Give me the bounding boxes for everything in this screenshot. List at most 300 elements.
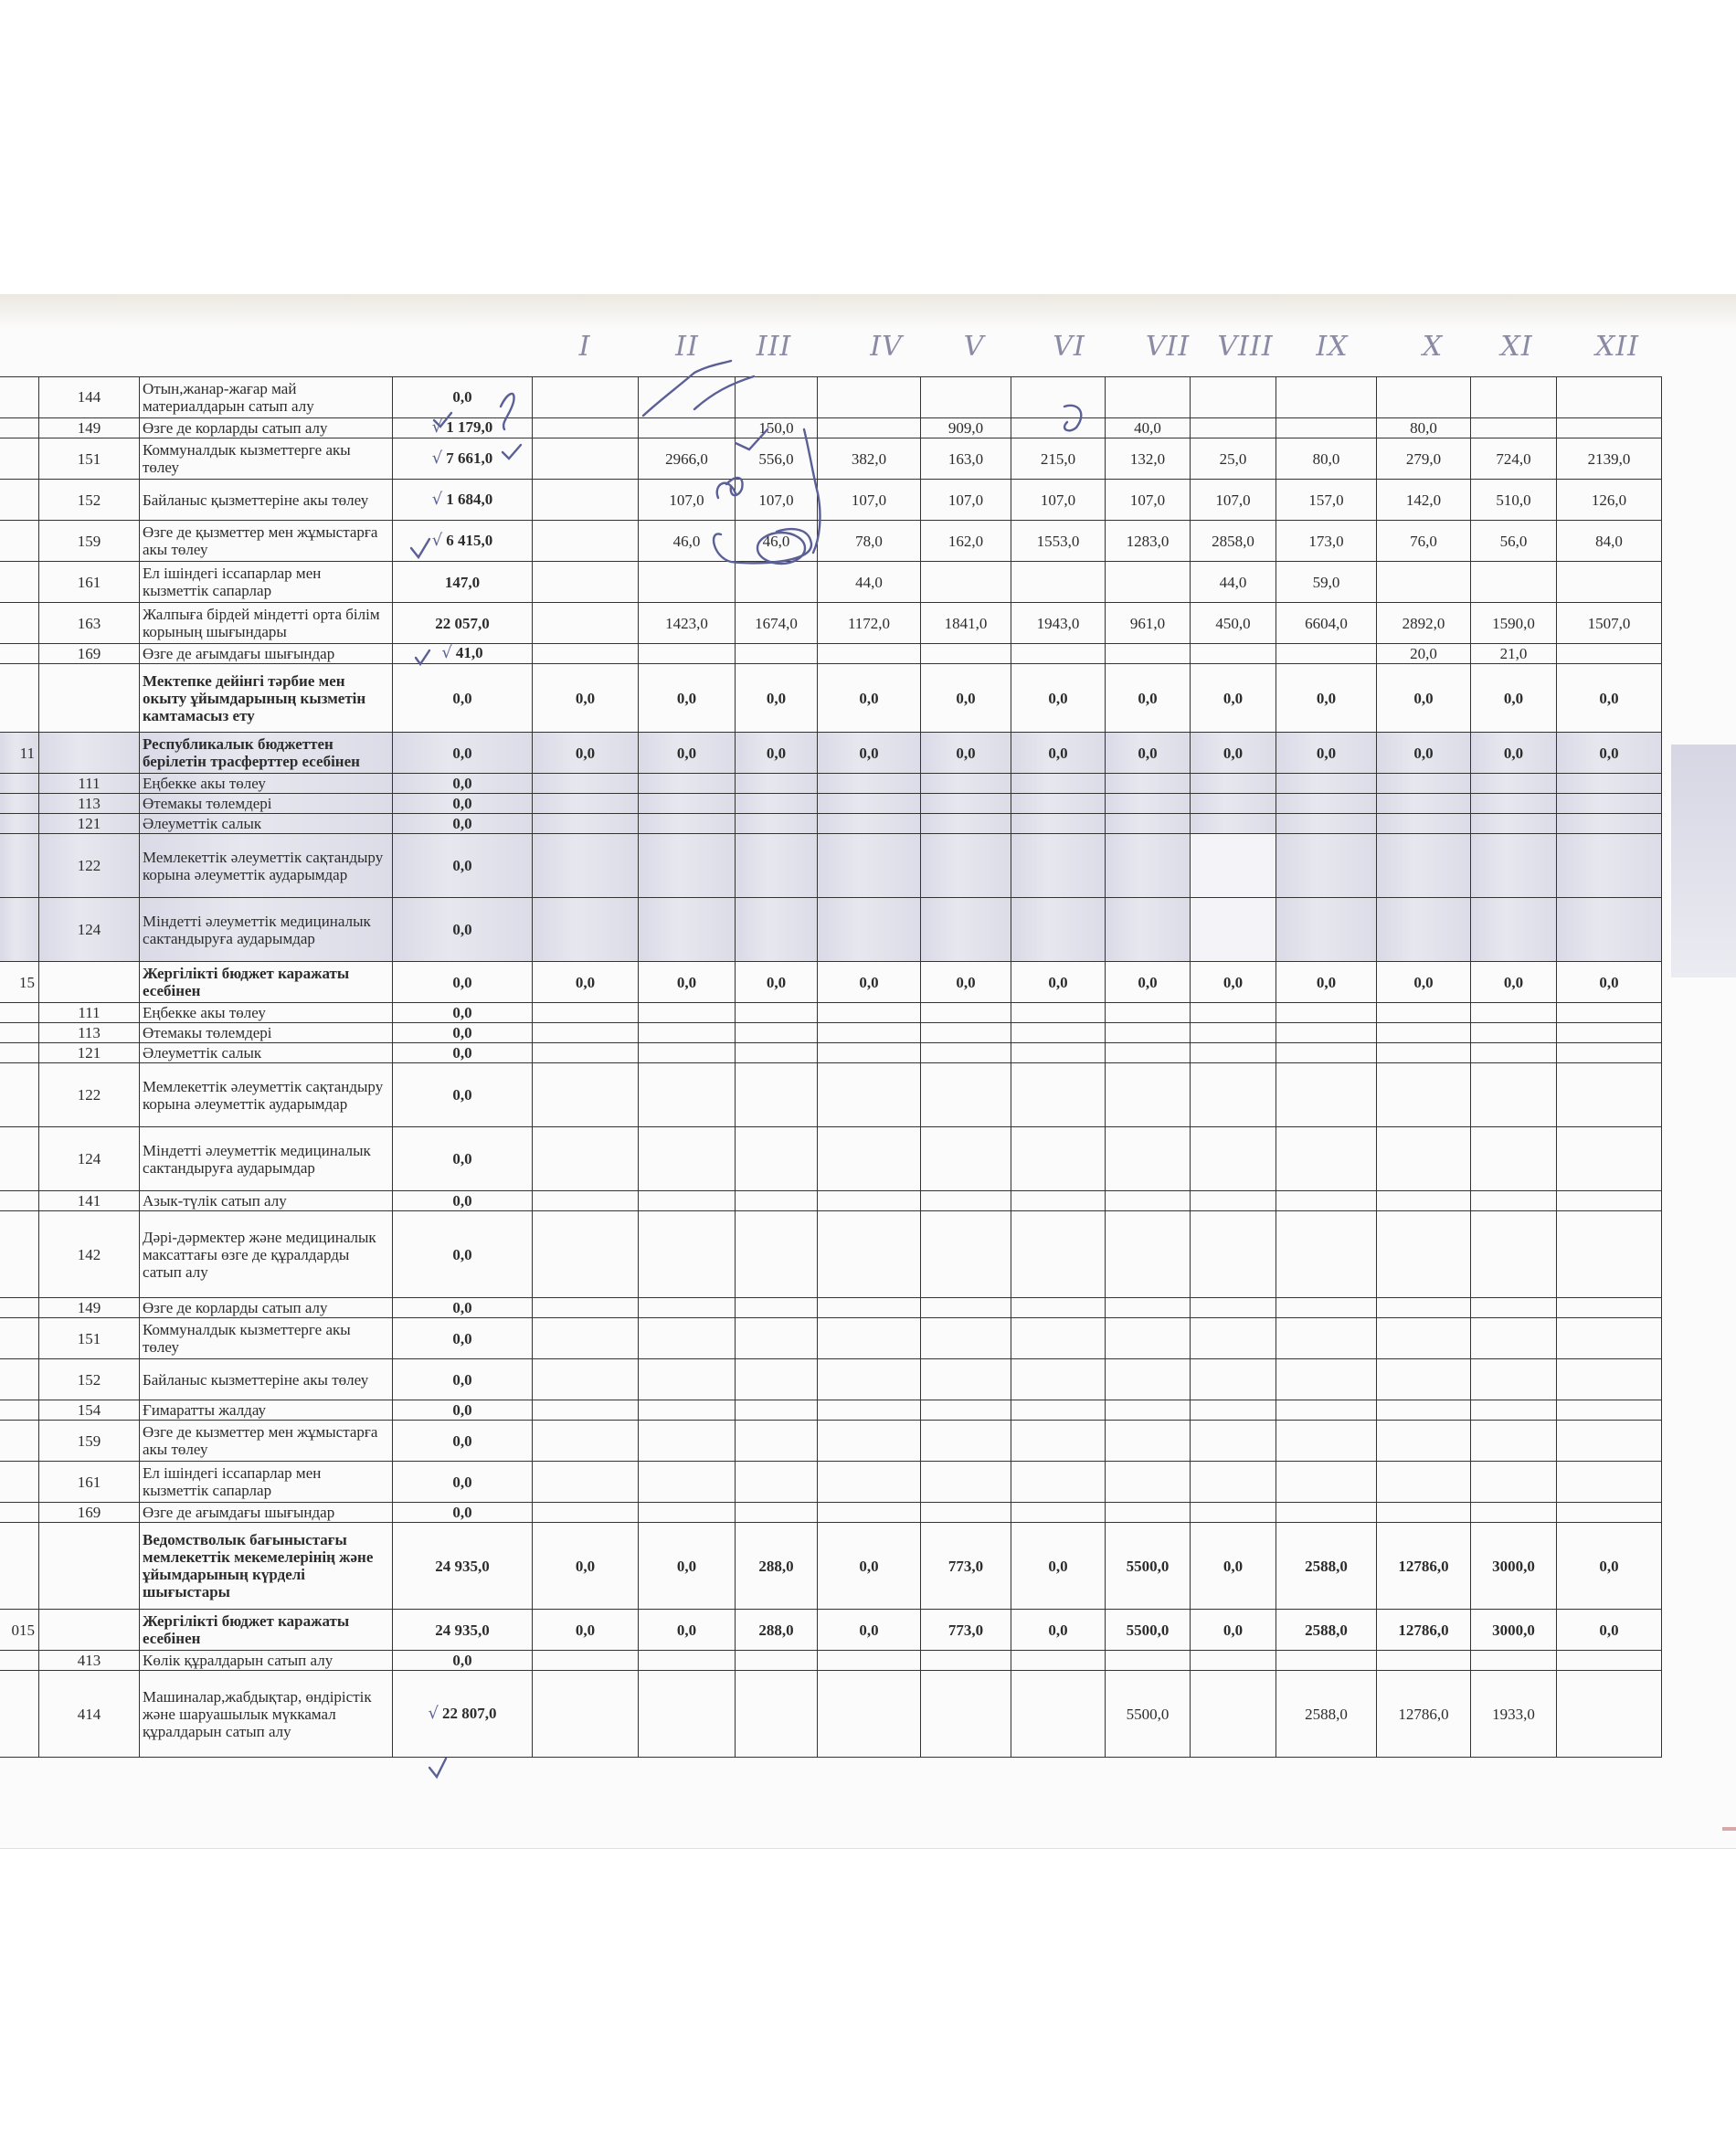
program-code-cell: [0, 1651, 39, 1671]
month-cell-11: [1471, 1421, 1557, 1462]
program-code-cell: [0, 521, 39, 562]
month-cell-12: [1557, 377, 1662, 418]
month-cell-9: [1276, 1211, 1377, 1298]
month-cell-11: 56,0: [1471, 521, 1557, 562]
month-cell-2: 0,0: [639, 733, 736, 774]
item-name-cell: Өзге де корларды сатып алу: [140, 418, 393, 438]
month-cell-9: [1276, 644, 1377, 664]
item-name-cell: Байланыс қызметтеріне акы төлеу: [140, 480, 393, 521]
month-cell-2: [639, 1359, 736, 1400]
month-cell-7: [1106, 1191, 1191, 1211]
month-cell-12: 1507,0: [1557, 603, 1662, 644]
month-cell-6: [1011, 644, 1106, 664]
month-cell-7: [1106, 1003, 1191, 1023]
month-cell-10: [1377, 794, 1471, 814]
month-cell-9: [1276, 1359, 1377, 1400]
month-cell-9: 2588,0: [1276, 1671, 1377, 1758]
check-mark-icon: √: [431, 417, 443, 438]
month-cell-2: 0,0: [639, 1523, 736, 1610]
table-row: [0, 1003, 1662, 1023]
item-name-cell: Еңбекке акы төлеу: [140, 1003, 393, 1023]
month-header-5: V: [963, 331, 985, 363]
item-name-cell: Жергілікті бюджет каражаты есебінен: [140, 962, 393, 1003]
annual-total-cell: √ 1 179,0: [393, 418, 533, 438]
month-cell-12: [1557, 1127, 1662, 1191]
month-cell-5: [921, 814, 1011, 834]
month-cell-2: [639, 562, 736, 603]
month-cell-9: [1276, 1400, 1377, 1421]
month-cell-11: 724,0: [1471, 438, 1557, 480]
month-cell-4: [818, 898, 921, 962]
month-cell-6: [1011, 898, 1106, 962]
month-cell-7: 0,0: [1106, 733, 1191, 774]
gray-band: [1671, 745, 1736, 977]
month-cell-6: 107,0: [1011, 480, 1106, 521]
month-cell-2: 1423,0: [639, 603, 736, 644]
month-cell-7: [1106, 644, 1191, 664]
month-cell-10: 12786,0: [1377, 1610, 1471, 1651]
annual-total-cell: 147,0: [393, 562, 533, 603]
month-cell-4: 107,0: [818, 480, 921, 521]
month-cell-7: [1106, 1462, 1191, 1503]
annual-total-cell: 24 935,0: [393, 1523, 533, 1610]
table-row: [0, 1191, 1662, 1211]
month-cell-6: [1011, 1671, 1106, 1758]
month-cell-4: [818, 794, 921, 814]
month-cell-8: [1191, 774, 1276, 794]
month-cell-4: [818, 1671, 921, 1758]
month-cell-3: [736, 1359, 818, 1400]
month-cell-3: [736, 1211, 818, 1298]
table-row: [0, 1127, 1662, 1191]
month-cell-7: [1106, 1318, 1191, 1359]
month-cell-11: [1471, 1003, 1557, 1023]
program-code-cell: [0, 1318, 39, 1359]
month-cell-10: [1377, 1359, 1471, 1400]
month-cell-1: [533, 1651, 639, 1671]
item-name-cell: Өзге де қызметтер мен жұмыстарға акы төлеу: [140, 521, 393, 562]
month-cell-10: 142,0: [1377, 480, 1471, 521]
program-code-cell: 11: [0, 733, 39, 774]
month-cell-5: [921, 898, 1011, 962]
month-cell-8: 44,0: [1191, 562, 1276, 603]
item-name-cell: Өзге де кызметтер мен жұмыстарға акы төлеу: [140, 1421, 393, 1462]
month-cell-9: [1276, 1318, 1377, 1359]
table-row: [0, 1503, 1662, 1523]
specifics-code-cell: 151: [39, 438, 140, 480]
month-cell-8: [1191, 644, 1276, 664]
month-cell-3: [736, 1651, 818, 1671]
month-cell-10: [1377, 1421, 1471, 1462]
annual-total-cell: 0,0: [393, 1191, 533, 1211]
month-cell-1: [533, 1359, 639, 1400]
month-cell-7: 107,0: [1106, 480, 1191, 521]
month-cell-2: [639, 1503, 736, 1523]
item-name-cell: Өзге де ағымдағы шығындар: [140, 644, 393, 664]
table-row: [0, 1063, 1662, 1127]
annual-total-cell: √ 41,0: [393, 644, 533, 664]
month-cell-5: [921, 1318, 1011, 1359]
month-cell-3: [736, 794, 818, 814]
table-row: [0, 814, 1662, 834]
month-cell-8: 0,0: [1191, 664, 1276, 733]
month-cell-1: [533, 1298, 639, 1318]
month-cell-10: [1377, 1462, 1471, 1503]
month-cell-5: [921, 1063, 1011, 1127]
month-cell-7: [1106, 562, 1191, 603]
month-cell-1: [533, 794, 639, 814]
item-name-cell: Отын,жанар-жағар май материалдарын сатып алу: [140, 377, 393, 418]
month-cell-1: [533, 1023, 639, 1043]
month-cell-1: [533, 1043, 639, 1063]
month-cell-1: [533, 1318, 639, 1359]
month-cell-8: [1191, 1359, 1276, 1400]
month-cell-9: [1276, 834, 1377, 898]
table-row: [0, 1043, 1662, 1063]
month-cell-10: [1377, 1127, 1471, 1191]
month-cell-10: [1377, 377, 1471, 418]
month-cell-10: 20,0: [1377, 644, 1471, 664]
month-cell-5: [921, 1671, 1011, 1758]
month-cell-9: 2588,0: [1276, 1610, 1377, 1651]
month-cell-7: 5500,0: [1106, 1523, 1191, 1610]
month-cell-10: 279,0: [1377, 438, 1471, 480]
annual-total-cell: 0,0: [393, 1400, 533, 1421]
annual-total-cell: 0,0: [393, 1063, 533, 1127]
check-mark-icon: √: [431, 448, 443, 468]
item-name-cell: Жалпыға бірдей міндетті орта білім корының шығындары: [140, 603, 393, 644]
month-cell-1: [533, 438, 639, 480]
month-cell-12: [1557, 1651, 1662, 1671]
month-cell-6: [1011, 814, 1106, 834]
annual-total-cell: 0,0: [393, 1359, 533, 1400]
specifics-code-cell: 113: [39, 1023, 140, 1043]
month-cell-12: 126,0: [1557, 480, 1662, 521]
month-cell-1: 0,0: [533, 664, 639, 733]
month-cell-12: [1557, 1359, 1662, 1400]
month-cell-8: [1191, 377, 1276, 418]
month-cell-4: 0,0: [818, 664, 921, 733]
program-code-cell: [0, 1671, 39, 1758]
table-row: [0, 603, 1662, 644]
month-cell-12: [1557, 834, 1662, 898]
month-cell-7: 0,0: [1106, 664, 1191, 733]
edge-mark: [1722, 1827, 1736, 1831]
month-cell-7: 961,0: [1106, 603, 1191, 644]
month-cell-9: [1276, 377, 1377, 418]
month-cell-6: [1011, 1298, 1106, 1318]
month-cell-3: [736, 644, 818, 664]
month-cell-11: [1471, 562, 1557, 603]
month-cell-11: [1471, 794, 1557, 814]
month-cell-4: [818, 1421, 921, 1462]
budget-table: [0, 376, 1662, 1758]
program-code-cell: [0, 664, 39, 733]
specifics-code-cell: 121: [39, 1043, 140, 1063]
month-cell-4: [818, 1043, 921, 1063]
item-name-cell: Азык-түлік сатып алу: [140, 1191, 393, 1211]
month-cell-9: 2588,0: [1276, 1523, 1377, 1610]
month-cell-2: [639, 898, 736, 962]
month-cell-8: 0,0: [1191, 1523, 1276, 1610]
month-cell-3: [736, 1462, 818, 1503]
month-cell-8: [1191, 1503, 1276, 1523]
program-code-cell: [0, 1421, 39, 1462]
month-cell-5: [921, 1298, 1011, 1318]
month-cell-1: [533, 1503, 639, 1523]
annual-total-cell: 0,0: [393, 962, 533, 1003]
month-cell-4: [818, 644, 921, 664]
month-cell-11: [1471, 774, 1557, 794]
month-cell-4: [818, 418, 921, 438]
month-cell-8: [1191, 1421, 1276, 1462]
month-cell-11: 1590,0: [1471, 603, 1557, 644]
month-cell-2: [639, 774, 736, 794]
program-code-cell: [0, 1063, 39, 1127]
month-cell-10: [1377, 814, 1471, 834]
month-cell-3: 288,0: [736, 1523, 818, 1610]
month-cell-8: [1191, 814, 1276, 834]
month-cell-10: [1377, 1211, 1471, 1298]
sheet-shadow: [0, 294, 1736, 329]
month-cell-5: 773,0: [921, 1523, 1011, 1610]
table-row: [0, 1523, 1662, 1610]
month-cell-9: 173,0: [1276, 521, 1377, 562]
month-cell-6: [1011, 1421, 1106, 1462]
month-cell-12: [1557, 1043, 1662, 1063]
month-cell-4: [818, 1359, 921, 1400]
month-cell-2: [639, 1671, 736, 1758]
month-cell-8: [1191, 1063, 1276, 1127]
month-cell-1: [533, 1127, 639, 1191]
program-code-cell: [0, 603, 39, 644]
item-name-cell: Өзге де ағымдағы шығындар: [140, 1503, 393, 1523]
month-cell-12: [1557, 644, 1662, 664]
month-cell-4: 0,0: [818, 1523, 921, 1610]
specifics-code-cell: 163: [39, 603, 140, 644]
month-cell-2: 0,0: [639, 962, 736, 1003]
month-cell-4: [818, 1211, 921, 1298]
table-row: [0, 1651, 1662, 1671]
specifics-code-cell: 111: [39, 1003, 140, 1023]
annual-total-cell: 0,0: [393, 1462, 533, 1503]
month-cell-12: [1557, 1318, 1662, 1359]
month-cell-6: [1011, 1043, 1106, 1063]
month-cell-5: [921, 1127, 1011, 1191]
month-cell-4: [818, 1462, 921, 1503]
item-name-cell: Республикалык бюджеттен берілетін трасферттер есебінен: [140, 733, 393, 774]
table-row: [0, 1671, 1662, 1758]
month-cell-9: 0,0: [1276, 733, 1377, 774]
program-code-cell: [0, 418, 39, 438]
month-cell-3: [736, 1003, 818, 1023]
month-cell-2: [639, 1023, 736, 1043]
month-cell-9: 157,0: [1276, 480, 1377, 521]
month-cell-2: [639, 644, 736, 664]
month-cell-2: [639, 1298, 736, 1318]
month-cell-1: [533, 603, 639, 644]
month-header-10: X: [1422, 331, 1444, 363]
program-code-cell: [0, 1211, 39, 1298]
month-cell-7: [1106, 1298, 1191, 1318]
month-header-1: I: [578, 331, 591, 363]
month-cell-7: 1283,0: [1106, 521, 1191, 562]
month-cell-9: [1276, 898, 1377, 962]
month-cell-6: [1011, 834, 1106, 898]
month-cell-6: [1011, 1400, 1106, 1421]
month-cell-4: 1172,0: [818, 603, 921, 644]
month-cell-10: 12786,0: [1377, 1671, 1471, 1758]
table-row: [0, 1359, 1662, 1400]
specifics-code-cell: 149: [39, 1298, 140, 1318]
month-cell-3: 0,0: [736, 664, 818, 733]
month-cell-10: 12786,0: [1377, 1523, 1471, 1610]
month-cell-7: [1106, 1503, 1191, 1523]
month-cell-4: [818, 1298, 921, 1318]
month-cell-11: [1471, 1462, 1557, 1503]
month-cell-7: [1106, 1651, 1191, 1671]
specifics-code-cell: 122: [39, 834, 140, 898]
month-cell-10: [1377, 1003, 1471, 1023]
month-cell-3: [736, 1043, 818, 1063]
item-name-cell: Машиналар,жабдықтар, өндірістік және шаруашылык мүккамал құралдарын сатып алу: [140, 1671, 393, 1758]
month-cell-7: [1106, 898, 1191, 962]
specifics-code-cell: 161: [39, 562, 140, 603]
month-cell-3: [736, 1191, 818, 1211]
month-cell-12: [1557, 774, 1662, 794]
table-row: [0, 962, 1662, 1003]
month-cell-1: [533, 377, 639, 418]
specifics-code-cell: 113: [39, 794, 140, 814]
month-cell-8: [1191, 1043, 1276, 1063]
specifics-code-cell: 169: [39, 644, 140, 664]
month-cell-6: [1011, 1318, 1106, 1359]
month-cell-11: [1471, 1298, 1557, 1318]
specifics-code-cell: 159: [39, 521, 140, 562]
annual-total-cell: 0,0: [393, 1318, 533, 1359]
month-cell-1: [533, 1211, 639, 1298]
specifics-code-cell: 161: [39, 1462, 140, 1503]
check-mark-icon: √: [431, 530, 443, 550]
month-cell-4: [818, 1023, 921, 1043]
specifics-code-cell: [39, 664, 140, 733]
table-row: [0, 562, 1662, 603]
month-cell-9: [1276, 1127, 1377, 1191]
specifics-code-cell: 152: [39, 1359, 140, 1400]
annual-total-cell: 22 057,0: [393, 603, 533, 644]
month-cell-1: [533, 1191, 639, 1211]
month-cell-10: [1377, 1651, 1471, 1671]
specifics-code-cell: 142: [39, 1211, 140, 1298]
month-cell-1: [533, 814, 639, 834]
item-name-cell: Ведомстволык бағыныстағы мемлекеттік мекемелерінің және ұйымдарының күрделі шығыстары: [140, 1523, 393, 1610]
specifics-code-cell: [39, 962, 140, 1003]
item-name-cell: Коммуналдык кызметтерге акы төлеу: [140, 1318, 393, 1359]
annual-total-cell: 0,0: [393, 1127, 533, 1191]
month-cell-5: [921, 1651, 1011, 1671]
table-row: [0, 774, 1662, 794]
month-cell-11: 1933,0: [1471, 1671, 1557, 1758]
program-code-cell: [0, 1003, 39, 1023]
month-cell-2: 46,0: [639, 521, 736, 562]
month-cell-3: [736, 1503, 818, 1523]
table-row: [0, 1298, 1662, 1318]
month-cell-3: 150,0: [736, 418, 818, 438]
annual-total-cell: √ 6 415,0: [393, 521, 533, 562]
annual-total-cell: 24 935,0: [393, 1610, 533, 1651]
item-name-cell: Міндетті әлеуметтік медициналык сактандыруға аударымдар: [140, 1127, 393, 1191]
month-cell-2: [639, 814, 736, 834]
month-cell-1: [533, 1421, 639, 1462]
item-name-cell: Өтемакы төлемдері: [140, 794, 393, 814]
month-cell-12: 0,0: [1557, 733, 1662, 774]
program-code-cell: [0, 1462, 39, 1503]
specifics-code-cell: 149: [39, 418, 140, 438]
month-cell-9: [1276, 1191, 1377, 1211]
month-cell-3: 107,0: [736, 480, 818, 521]
table-row: [0, 1421, 1662, 1462]
month-cell-6: [1011, 1651, 1106, 1671]
table-row: [0, 1400, 1662, 1421]
check-mark-icon: √: [431, 489, 443, 509]
item-name-cell: Мемлекеттік әлеуметтік сақтандыру корына әлеуметтік аударымдар: [140, 1063, 393, 1127]
month-cell-11: [1471, 1023, 1557, 1043]
month-cell-3: [736, 834, 818, 898]
month-cell-3: 288,0: [736, 1610, 818, 1651]
table-row: [0, 644, 1662, 664]
month-cell-5: [921, 834, 1011, 898]
program-code-cell: [0, 814, 39, 834]
month-cell-8: [1191, 898, 1276, 962]
month-cell-4: 0,0: [818, 1610, 921, 1651]
month-cell-1: [533, 480, 639, 521]
month-cell-12: 2139,0: [1557, 438, 1662, 480]
annual-total-cell: 0,0: [393, 1211, 533, 1298]
month-cell-3: [736, 774, 818, 794]
month-cell-12: 0,0: [1557, 664, 1662, 733]
month-cell-3: 0,0: [736, 733, 818, 774]
month-cell-4: 44,0: [818, 562, 921, 603]
month-cell-2: [639, 1127, 736, 1191]
month-cell-7: 0,0: [1106, 962, 1191, 1003]
table-row: [0, 834, 1662, 898]
annual-total-cell: 0,0: [393, 774, 533, 794]
month-cell-10: [1377, 1063, 1471, 1127]
specifics-code-cell: 122: [39, 1063, 140, 1127]
item-name-cell: Ел ішіндегі іссапарлар мен кызметтік сапарлар: [140, 1462, 393, 1503]
month-cell-1: [533, 1671, 639, 1758]
month-cell-8: [1191, 1462, 1276, 1503]
month-cell-1: 0,0: [533, 962, 639, 1003]
month-cell-11: [1471, 377, 1557, 418]
month-cell-9: [1276, 1003, 1377, 1023]
month-cell-3: [736, 377, 818, 418]
month-cell-5: [921, 1400, 1011, 1421]
program-code-cell: [0, 480, 39, 521]
specifics-code-cell: 144: [39, 377, 140, 418]
month-cell-3: 1674,0: [736, 603, 818, 644]
month-cell-2: [639, 418, 736, 438]
month-cell-7: [1106, 1211, 1191, 1298]
annual-total-cell: √ 1 684,0: [393, 480, 533, 521]
specifics-code-cell: [39, 1610, 140, 1651]
program-code-cell: 015: [0, 1610, 39, 1651]
month-cell-11: 0,0: [1471, 664, 1557, 733]
month-cell-8: 107,0: [1191, 480, 1276, 521]
month-cell-3: [736, 1063, 818, 1127]
month-cell-12: [1557, 1503, 1662, 1523]
item-name-cell: Ғимаратты жалдау: [140, 1400, 393, 1421]
